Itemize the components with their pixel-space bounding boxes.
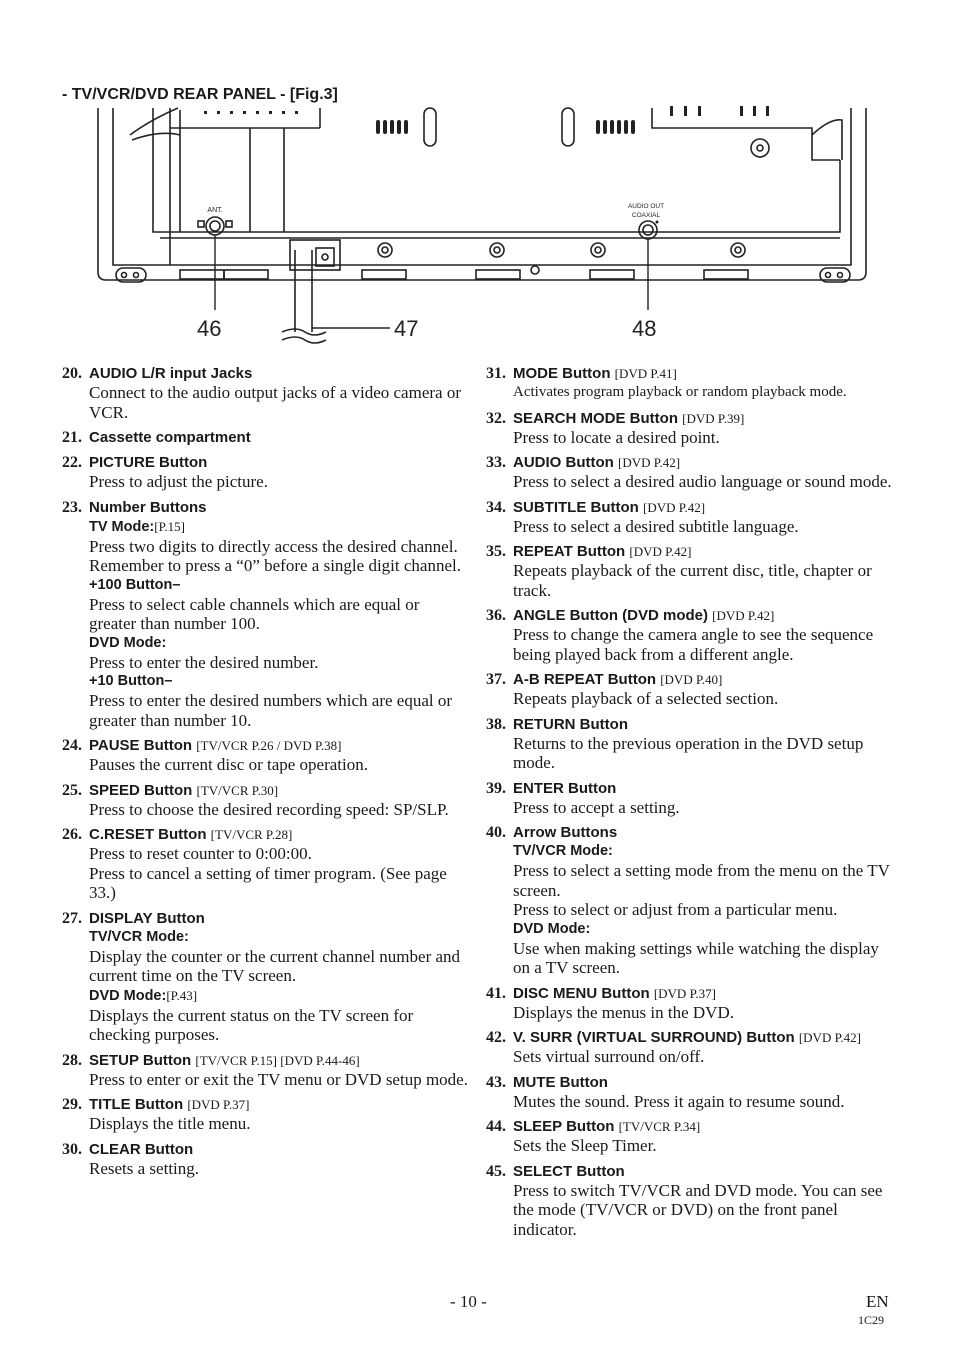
mode-description: Press to enter the desired number. xyxy=(89,652,319,672)
item-title: REPEAT Button xyxy=(513,543,626,560)
item-description: Press to cancel a setting of timer program. (See page 33.) xyxy=(89,863,447,902)
item-description: Sets virtual surround on/off. xyxy=(513,1047,705,1066)
document-code: 1C29 xyxy=(858,1313,885,1327)
item-description: Press to choose the desired recording speed: SP/SLP. xyxy=(89,799,449,819)
item-page-ref: [DVD P.42] xyxy=(712,608,775,623)
item-heading xyxy=(89,364,470,383)
list-item xyxy=(62,1095,470,1134)
mode-heading xyxy=(89,576,470,595)
list-item xyxy=(486,542,896,600)
mode-heading xyxy=(89,672,470,691)
item-number: 38. xyxy=(486,715,506,733)
item-page-ref: [DVD P.41] xyxy=(614,366,677,381)
audio-out-label: AUDIO OUT xyxy=(627,203,665,210)
mode-label: DVD Mode: xyxy=(513,920,591,937)
list-item xyxy=(486,1117,896,1156)
item-description: Press to accept a setting. xyxy=(513,797,680,817)
item-heading xyxy=(513,409,896,428)
item-number: 26. xyxy=(62,826,82,843)
item-description: Press to select a desired audio language or sound mode. xyxy=(513,472,892,491)
item-heading xyxy=(513,453,896,472)
item-number: 31. xyxy=(486,365,506,382)
list-item xyxy=(62,364,470,422)
item-heading xyxy=(89,736,470,755)
item-title: SEARCH MODE Button xyxy=(513,409,678,427)
item-heading xyxy=(513,1073,896,1092)
item-page-ref: [DVD P.42] xyxy=(642,499,706,515)
page-number: - 10 - xyxy=(450,1292,487,1311)
item-heading xyxy=(89,1095,470,1114)
list-item xyxy=(62,1140,470,1179)
item-description: Activates program playback or random playback mode. xyxy=(513,384,847,400)
item-description: Press to enter or exit the TV menu or DVD setup mode. xyxy=(89,1069,468,1089)
list-item xyxy=(486,409,896,448)
item-number: 25. xyxy=(62,781,82,799)
item-description: Returns to the previous operation in the DVD setup mode. xyxy=(513,733,864,772)
item-page-ref: [DVD P.42] xyxy=(617,455,681,470)
item-number: 34. xyxy=(486,498,506,516)
list-item xyxy=(486,606,896,664)
mode-description: Displays the current status on the TV screen for checking purposes. xyxy=(89,1005,414,1044)
list-item xyxy=(486,498,896,537)
item-page-ref: [DVD P.37] xyxy=(187,1097,250,1112)
language-code: EN xyxy=(866,1292,889,1311)
figure-title: - TV/VCR/DVD REAR PANEL - [Fig.3] xyxy=(62,86,338,103)
item-heading xyxy=(513,606,896,625)
mode-heading xyxy=(89,634,470,653)
item-page-ref: [TV/VCR P.15] [DVD P.44-46] xyxy=(195,1052,360,1068)
item-heading xyxy=(513,1162,896,1181)
item-heading xyxy=(513,984,896,1003)
item-number: 40. xyxy=(486,824,506,841)
item-description: Repeats playback of the current disc, title, chapter or track. xyxy=(513,561,872,600)
list-item xyxy=(62,781,470,820)
item-title: MODE Button xyxy=(513,365,611,382)
mode-label: DVD Mode: xyxy=(89,634,167,651)
item-page-ref: [TV/VCR P.30] xyxy=(196,782,279,798)
item-title: C.RESET Button xyxy=(89,826,207,843)
item-number: 37. xyxy=(486,671,506,688)
item-title: CLEAR Button xyxy=(89,1140,194,1158)
item-number: 27. xyxy=(62,909,82,927)
right-column xyxy=(486,364,896,1245)
item-heading xyxy=(89,428,470,447)
item-description: Displays the menus in the DVD. xyxy=(513,1002,734,1022)
item-title: ANGLE Button (DVD mode) xyxy=(513,607,708,624)
item-number: 29. xyxy=(62,1096,82,1113)
item-description: Connect to the audio output jacks of a video camera or VCR. xyxy=(89,383,461,422)
item-heading xyxy=(513,715,896,734)
list-item xyxy=(62,453,470,492)
list-item xyxy=(486,1162,896,1240)
item-title: Number Buttons xyxy=(89,498,207,516)
item-title: PICTURE Button xyxy=(89,454,208,471)
item-description: Press to switch TV/VCR and DVD mode. You can see the mode (TV/VCR or DVD) on the front panel indicator. xyxy=(513,1180,883,1239)
item-number: 24. xyxy=(62,737,82,754)
item-heading xyxy=(513,542,896,561)
item-title: PAUSE Button xyxy=(89,737,193,754)
item-heading xyxy=(89,825,470,844)
item-description: Repeats playback of a selected section. xyxy=(513,689,779,708)
mode-heading xyxy=(89,928,470,947)
item-title: Arrow Buttons xyxy=(513,824,618,841)
mode-page-ref: [P.15] xyxy=(154,518,185,534)
list-item xyxy=(486,453,896,492)
item-heading xyxy=(513,498,896,517)
list-item xyxy=(62,736,470,775)
item-number: 23. xyxy=(62,498,82,516)
item-description: Resets a setting. xyxy=(89,1158,200,1178)
mode-heading xyxy=(513,920,896,939)
item-number: 45. xyxy=(486,1162,506,1180)
item-page-ref: [DVD P.42] xyxy=(629,544,692,559)
item-number: 30. xyxy=(62,1140,82,1158)
item-page-ref: [TV/VCR P.28] xyxy=(210,827,293,842)
callout-47: 47 xyxy=(394,316,419,341)
item-number: 32. xyxy=(486,409,506,427)
mode-description: Press two digits to directly access the desired channel. xyxy=(89,536,458,556)
list-item xyxy=(486,984,896,1023)
item-heading xyxy=(89,453,470,472)
item-description: Press to locate a desired point. xyxy=(513,427,720,447)
item-heading xyxy=(513,670,896,689)
coaxial-label: COAXIAL xyxy=(631,212,661,219)
mode-description: Press to select cable channels which are equal or greater than number 100. xyxy=(89,594,420,633)
item-heading xyxy=(89,1051,470,1070)
mode-description: Press to enter the desired numbers which are equal or greater than number 10. xyxy=(89,691,453,730)
list-item xyxy=(62,825,470,903)
item-page-ref: [DVD P.39] xyxy=(682,410,745,426)
list-item xyxy=(486,715,896,773)
item-heading xyxy=(513,364,896,383)
item-title: Cassette compartment xyxy=(89,429,251,446)
mode-label: TV Mode: xyxy=(89,518,155,535)
item-heading xyxy=(513,1028,896,1047)
list-item xyxy=(486,670,896,709)
item-description: Displays the title menu. xyxy=(89,1114,251,1133)
mode-description: Press to select or adjust from a particular menu. xyxy=(513,900,838,919)
mode-heading xyxy=(89,986,470,1006)
item-heading xyxy=(89,781,470,800)
list-item xyxy=(486,364,896,403)
item-title: TITLE Button xyxy=(89,1096,184,1113)
item-heading xyxy=(513,1117,896,1136)
item-number: 35. xyxy=(486,543,506,560)
mode-description: Remember to press a “0” before a single digit channel. xyxy=(89,556,461,575)
item-heading xyxy=(89,498,470,517)
item-heading xyxy=(89,1140,470,1159)
item-page-ref: [TV/VCR P.26 / DVD P.38] xyxy=(196,738,342,753)
item-page-ref: [TV/VCR P.34] xyxy=(618,1119,701,1134)
callout-48: 48 xyxy=(632,316,657,341)
item-description: Pauses the current disc or tape operation. xyxy=(89,755,368,774)
item-title: SELECT Button xyxy=(513,1162,625,1180)
rear-panel-diagram xyxy=(0,100,954,360)
mode-label: +10 Button– xyxy=(89,673,173,689)
list-item xyxy=(62,498,470,731)
item-description: Press to change the camera angle to see the sequence being played back from a different angle. xyxy=(513,625,874,664)
mode-page-ref: [P.43] xyxy=(166,987,198,1003)
item-description: Press to reset counter to 0:00:00. xyxy=(89,844,312,863)
item-number: 42. xyxy=(486,1029,506,1046)
item-title: ENTER Button xyxy=(513,779,617,797)
item-title: MUTE Button xyxy=(513,1073,608,1091)
list-item xyxy=(486,1073,896,1112)
item-title: SETUP Button xyxy=(89,1051,192,1069)
list-item xyxy=(486,1028,896,1067)
item-title: AUDIO L/R input Jacks xyxy=(89,365,253,382)
item-number: 44. xyxy=(486,1118,506,1135)
item-number: 21. xyxy=(62,429,82,446)
item-number: 39. xyxy=(486,779,506,797)
list-item xyxy=(486,823,896,978)
callout-46: 46 xyxy=(197,316,222,341)
item-number: 43. xyxy=(486,1073,506,1091)
item-title: SLEEP Button xyxy=(513,1118,615,1135)
mode-description: Use when making settings while watching the display on a TV screen. xyxy=(513,938,879,977)
item-number: 36. xyxy=(486,607,506,624)
item-description: Press to select a desired subtitle language. xyxy=(513,516,799,536)
list-item xyxy=(62,428,470,447)
item-number: 33. xyxy=(486,454,506,471)
item-number: 41. xyxy=(486,984,506,1002)
item-description: Mutes the sound. Press it again to resume sound. xyxy=(513,1091,845,1111)
item-title: V. SURR (VIRTUAL SURROUND) Button xyxy=(513,1029,795,1046)
list-item xyxy=(62,909,470,1045)
item-title: RETURN Button xyxy=(513,715,628,733)
item-heading xyxy=(513,779,896,798)
item-page-ref: [DVD P.40] xyxy=(660,672,723,687)
item-title: DISPLAY Button xyxy=(89,909,205,927)
mode-description: Press to select a setting mode from the menu on the TV screen. xyxy=(513,861,890,900)
ant-label: ANT. xyxy=(207,207,223,214)
item-title: AUDIO Button xyxy=(513,454,614,471)
list-item xyxy=(486,779,896,818)
item-description: Press to adjust the picture. xyxy=(89,472,268,491)
mode-heading xyxy=(513,842,896,861)
item-page-ref: [DVD P.37] xyxy=(653,985,716,1001)
item-number: 22. xyxy=(62,454,82,471)
mode-label: +100 Button– xyxy=(89,576,181,593)
left-column xyxy=(62,364,470,1184)
list-item xyxy=(62,1051,470,1090)
item-number: 20. xyxy=(62,365,82,382)
mode-label: TV/VCR Mode: xyxy=(89,928,189,945)
mode-label: DVD Mode: xyxy=(89,987,167,1004)
item-description: Sets the Sleep Timer. xyxy=(513,1136,657,1155)
mode-description: Display the counter or the current channel number and current time on the TV screen. xyxy=(89,946,461,985)
mode-label: TV/VCR Mode: xyxy=(513,843,613,859)
item-title: SPEED Button xyxy=(89,781,193,799)
item-page-ref: [DVD P.42] xyxy=(798,1030,861,1045)
item-heading xyxy=(89,909,470,928)
item-title: DISC MENU Button xyxy=(513,984,650,1002)
mode-heading xyxy=(89,517,470,537)
item-title: A-B REPEAT Button xyxy=(513,671,657,688)
item-title: SUBTITLE Button xyxy=(513,498,639,516)
item-number: 28. xyxy=(62,1051,82,1069)
item-heading xyxy=(513,823,896,842)
